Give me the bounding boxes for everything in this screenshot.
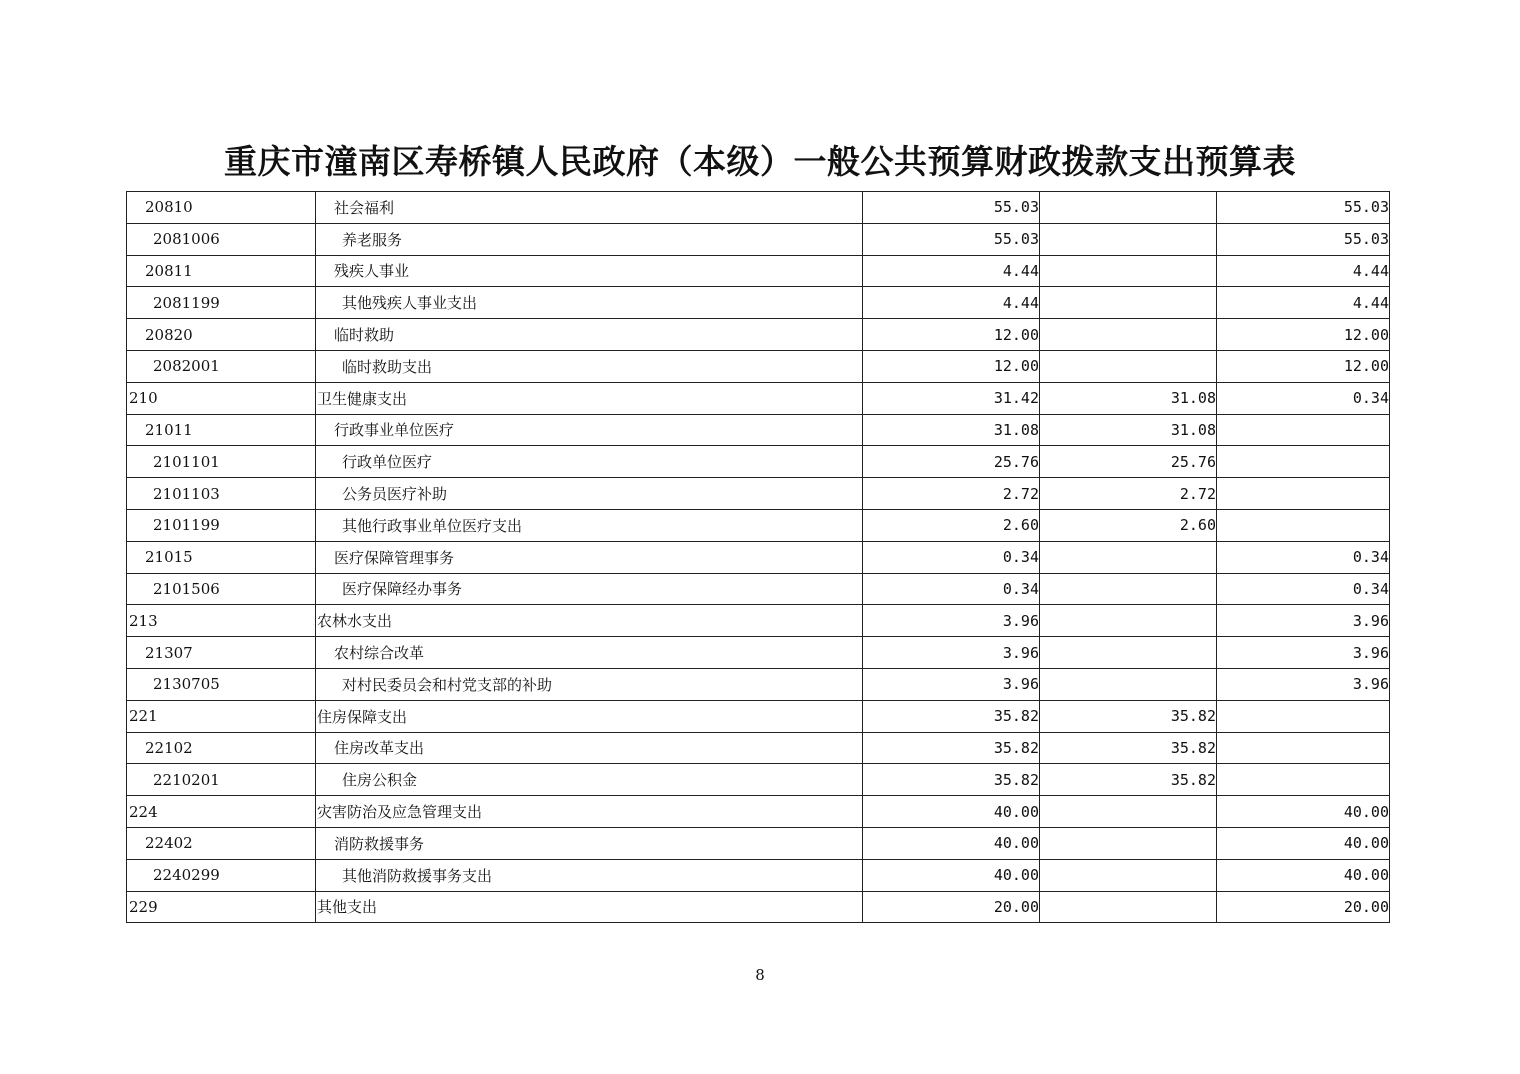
total-amount-cell: 40.00 — [863, 796, 1040, 828]
table-row — [127, 700, 1390, 732]
code-cell: 20811 — [127, 255, 316, 287]
basic-expenditure-cell — [1040, 605, 1217, 637]
table-row — [127, 192, 1390, 224]
code-cell: 2210201 — [127, 764, 316, 796]
basic-expenditure-cell — [1040, 255, 1217, 287]
document-title: 重庆市潼南区寿桥镇人民政府（本级）一般公共预算财政拨款支出预算表 — [224, 142, 1296, 181]
code-cell: 22402 — [127, 827, 316, 859]
code-cell: 2101101 — [127, 446, 316, 478]
basic-expenditure-cell — [1040, 350, 1217, 382]
code-cell: 210 — [127, 382, 316, 414]
total-amount-cell: 31.42 — [863, 382, 1040, 414]
name-cell: 卫生健康支出 — [316, 382, 863, 414]
table-row — [127, 859, 1390, 891]
basic-expenditure-cell — [1040, 668, 1217, 700]
project-expenditure-cell: 0.34 — [1217, 573, 1390, 605]
total-amount-cell: 3.96 — [863, 605, 1040, 637]
total-amount-cell: 2.60 — [863, 509, 1040, 541]
project-expenditure-cell — [1217, 764, 1390, 796]
basic-expenditure-cell — [1040, 287, 1217, 319]
total-amount-cell: 55.03 — [863, 192, 1040, 224]
name-cell: 其他消防救援事务支出 — [316, 859, 863, 891]
table-row — [127, 541, 1390, 573]
name-cell: 医疗保障经办事务 — [316, 573, 863, 605]
code-cell: 2240299 — [127, 859, 316, 891]
project-expenditure-cell — [1217, 446, 1390, 478]
basic-expenditure-cell — [1040, 223, 1217, 255]
project-expenditure-cell: 12.00 — [1217, 350, 1390, 382]
table-row — [127, 796, 1390, 828]
table-row — [127, 573, 1390, 605]
name-cell: 临时救助支出 — [316, 350, 863, 382]
name-cell: 住房改革支出 — [316, 732, 863, 764]
table-row — [127, 350, 1390, 382]
name-cell: 养老服务 — [316, 223, 863, 255]
basic-expenditure-cell — [1040, 541, 1217, 573]
basic-expenditure-cell — [1040, 573, 1217, 605]
basic-expenditure-cell — [1040, 637, 1217, 669]
code-cell: 2101506 — [127, 573, 316, 605]
total-amount-cell: 0.34 — [863, 541, 1040, 573]
name-cell: 农村综合改革 — [316, 637, 863, 669]
basic-expenditure-cell — [1040, 859, 1217, 891]
code-cell: 221 — [127, 700, 316, 732]
name-cell: 对村民委员会和村党支部的补助 — [316, 668, 863, 700]
project-expenditure-cell — [1217, 414, 1390, 446]
table-row — [127, 764, 1390, 796]
basic-expenditure-cell: 2.72 — [1040, 478, 1217, 510]
total-amount-cell: 40.00 — [863, 859, 1040, 891]
total-amount-cell: 40.00 — [863, 827, 1040, 859]
table-row — [127, 319, 1390, 351]
name-cell: 社会福利 — [316, 192, 863, 224]
table-row — [127, 732, 1390, 764]
name-cell: 公务员医疗补助 — [316, 478, 863, 510]
name-cell: 消防救援事务 — [316, 827, 863, 859]
total-amount-cell: 35.82 — [863, 700, 1040, 732]
table-row — [127, 287, 1390, 319]
basic-expenditure-cell: 31.08 — [1040, 382, 1217, 414]
code-cell: 2081006 — [127, 223, 316, 255]
name-cell: 其他行政事业单位医疗支出 — [316, 509, 863, 541]
name-cell: 住房公积金 — [316, 764, 863, 796]
table-row — [127, 255, 1390, 287]
basic-expenditure-cell — [1040, 827, 1217, 859]
name-cell: 残疾人事业 — [316, 255, 863, 287]
code-cell: 2130705 — [127, 668, 316, 700]
name-cell: 医疗保障管理事务 — [316, 541, 863, 573]
code-cell: 2101103 — [127, 478, 316, 510]
project-expenditure-cell: 12.00 — [1217, 319, 1390, 351]
total-amount-cell: 35.82 — [863, 732, 1040, 764]
code-cell: 20810 — [127, 192, 316, 224]
total-amount-cell: 35.82 — [863, 764, 1040, 796]
project-expenditure-cell — [1217, 700, 1390, 732]
table-row — [127, 478, 1390, 510]
budget-table-body — [127, 192, 1390, 923]
table-row — [127, 414, 1390, 446]
total-amount-cell: 25.76 — [863, 446, 1040, 478]
total-amount-cell: 3.96 — [863, 637, 1040, 669]
name-cell: 其他支出 — [316, 891, 863, 923]
name-cell: 其他残疾人事业支出 — [316, 287, 863, 319]
total-amount-cell: 4.44 — [863, 255, 1040, 287]
code-cell: 21011 — [127, 414, 316, 446]
project-expenditure-cell: 3.96 — [1217, 605, 1390, 637]
project-expenditure-cell: 3.96 — [1217, 668, 1390, 700]
name-cell: 行政单位医疗 — [316, 446, 863, 478]
total-amount-cell: 20.00 — [863, 891, 1040, 923]
code-cell: 20820 — [127, 319, 316, 351]
basic-expenditure-cell — [1040, 319, 1217, 351]
total-amount-cell: 3.96 — [863, 668, 1040, 700]
code-cell: 224 — [127, 796, 316, 828]
project-expenditure-cell: 4.44 — [1217, 287, 1390, 319]
basic-expenditure-cell: 35.82 — [1040, 764, 1217, 796]
table-row — [127, 891, 1390, 923]
project-expenditure-cell — [1217, 478, 1390, 510]
table-row — [127, 668, 1390, 700]
project-expenditure-cell: 0.34 — [1217, 541, 1390, 573]
project-expenditure-cell — [1217, 732, 1390, 764]
total-amount-cell: 0.34 — [863, 573, 1040, 605]
name-cell: 临时救助 — [316, 319, 863, 351]
project-expenditure-cell — [1217, 509, 1390, 541]
project-expenditure-cell: 40.00 — [1217, 859, 1390, 891]
table-row — [127, 827, 1390, 859]
basic-expenditure-cell: 25.76 — [1040, 446, 1217, 478]
project-expenditure-cell: 40.00 — [1217, 827, 1390, 859]
project-expenditure-cell: 0.34 — [1217, 382, 1390, 414]
code-cell: 213 — [127, 605, 316, 637]
code-cell: 2101199 — [127, 509, 316, 541]
table-row — [127, 446, 1390, 478]
project-expenditure-cell: 4.44 — [1217, 255, 1390, 287]
table-row — [127, 382, 1390, 414]
code-cell: 2081199 — [127, 287, 316, 319]
code-cell: 21015 — [127, 541, 316, 573]
name-cell: 住房保障支出 — [316, 700, 863, 732]
total-amount-cell: 55.03 — [863, 223, 1040, 255]
project-expenditure-cell: 40.00 — [1217, 796, 1390, 828]
basic-expenditure-cell: 2.60 — [1040, 509, 1217, 541]
total-amount-cell: 12.00 — [863, 350, 1040, 382]
name-cell: 行政事业单位医疗 — [316, 414, 863, 446]
code-cell: 21307 — [127, 637, 316, 669]
name-cell: 灾害防治及应急管理支出 — [316, 796, 863, 828]
basic-expenditure-cell — [1040, 796, 1217, 828]
code-cell: 22102 — [127, 732, 316, 764]
budget-table — [126, 191, 1390, 923]
table-row — [127, 509, 1390, 541]
total-amount-cell: 2.72 — [863, 478, 1040, 510]
page-number: 8 — [755, 966, 765, 984]
basic-expenditure-cell — [1040, 192, 1217, 224]
table-row — [127, 637, 1390, 669]
total-amount-cell: 31.08 — [863, 414, 1040, 446]
basic-expenditure-cell: 35.82 — [1040, 700, 1217, 732]
basic-expenditure-cell: 31.08 — [1040, 414, 1217, 446]
basic-expenditure-cell: 35.82 — [1040, 732, 1217, 764]
basic-expenditure-cell — [1040, 891, 1217, 923]
code-cell: 229 — [127, 891, 316, 923]
project-expenditure-cell: 55.03 — [1217, 192, 1390, 224]
project-expenditure-cell: 55.03 — [1217, 223, 1390, 255]
total-amount-cell: 4.44 — [863, 287, 1040, 319]
project-expenditure-cell: 3.96 — [1217, 637, 1390, 669]
name-cell: 农林水支出 — [316, 605, 863, 637]
project-expenditure-cell: 20.00 — [1217, 891, 1390, 923]
code-cell: 2082001 — [127, 350, 316, 382]
table-row — [127, 605, 1390, 637]
total-amount-cell: 12.00 — [863, 319, 1040, 351]
table-row — [127, 223, 1390, 255]
